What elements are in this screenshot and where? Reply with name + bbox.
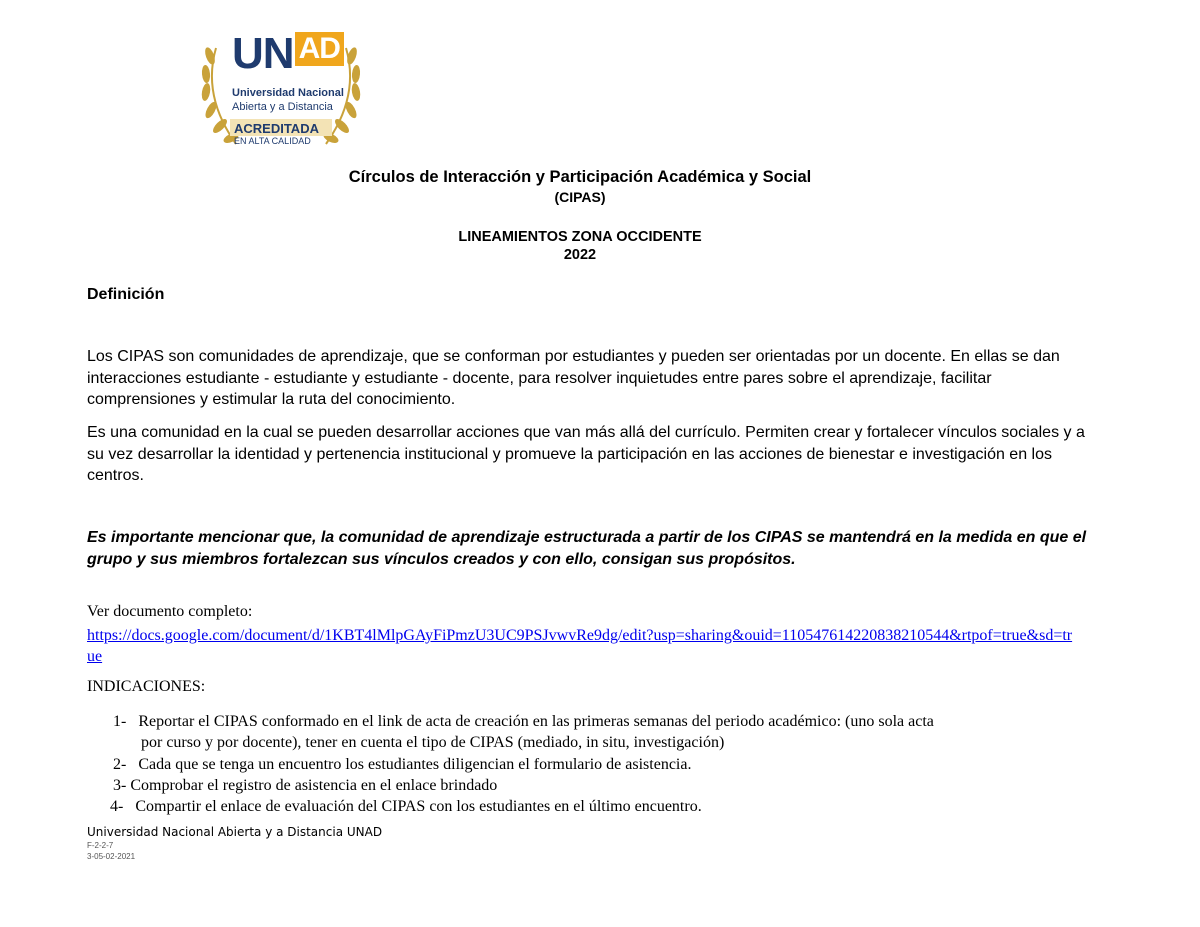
list-item-number: 3- bbox=[113, 777, 127, 794]
list-item bbox=[113, 775, 497, 796]
guidelines-year: 2022 bbox=[563, 247, 597, 263]
list-item bbox=[113, 711, 934, 732]
logo-brand: UN AD bbox=[232, 32, 344, 76]
unad-logo bbox=[196, 26, 366, 150]
footer-version: 3-05-02-2021 bbox=[87, 852, 136, 861]
list-item-number: 4- bbox=[110, 798, 124, 815]
footer-institution: Universidad Nacional Abierta y a Distancia UNAD bbox=[87, 825, 383, 839]
logo-line-4: EN ALTA CALIDAD bbox=[234, 136, 311, 146]
list-item-text: Reportar el CIPAS conformado en el link de acta de creación en las primeras semanas del periodo académico: (uno sola acta bbox=[138, 713, 934, 730]
logo-line-1: Universidad Nacional bbox=[232, 87, 344, 99]
list-item-text: Cada que se tenga un encuentro los estudiantes diligencian el formulario de asistencia. bbox=[138, 756, 692, 773]
guidelines-title: LINEAMIENTOS ZONA OCCIDENTE bbox=[458, 229, 702, 245]
indicaciones-heading: INDICACIONES: bbox=[87, 678, 206, 695]
document-link[interactable]: https://docs.google.com/document/d/1KBT4lMlpGAyFiPmzU3UC9PSJvwvRe9dg/edit?usp=sharing&ouid=110547614220838210544&rtpof=true&sd=true bbox=[87, 627, 1073, 665]
paragraph-definition-1: Los CIPAS son comunidades de aprendizaje, que se conforman por estudiantes y pueden ser orientadas por un docente. En ellas se dan interacciones estudiante - estudiante y estudiante - docente, para resolver inquietudes entre pares sobre el aprendizaje, facilitar comprensiones y estimular la ruta del conocimiento. bbox=[87, 348, 1060, 408]
list-item bbox=[110, 796, 702, 817]
document-subtitle: (CIPAS) bbox=[554, 189, 606, 205]
document-title: Círculos de Interacción y Participación Académica y Social bbox=[348, 168, 812, 186]
section-heading-definicion: Definición bbox=[87, 286, 165, 303]
document-link-label: Ver documento completo: bbox=[87, 603, 253, 620]
list-item-continuation: por curso y por docente), tener en cuenta el tipo de CIPAS (mediado, in situ, investigación) bbox=[141, 734, 725, 751]
list-item-text: Comprobar el registro de asistencia en el enlace brindado bbox=[130, 777, 498, 794]
logo-line-3: ACREDITADA bbox=[234, 121, 319, 136]
list-item-number: 2- bbox=[113, 756, 127, 773]
logo-line-2: Abierta y a Distancia bbox=[232, 101, 333, 113]
list-item bbox=[113, 754, 691, 775]
paragraph-emphasis: Es importante mencionar que, la comunidad de aprendizaje estructurada a partir de los CIPAS se mantendrá en la medida en que el grupo y sus miembros fortalezcan sus vínculos creados y con ello, consigan sus propósitos. bbox=[87, 529, 1087, 568]
footer-code: F-2-2-7 bbox=[87, 841, 114, 850]
paragraph-definition-2: Es una comunidad en la cual se pueden desarrollar acciones que van más allá del currículo. Permiten crear y fortalecer vínculos sociales y a su vez desarrollar la identidad y pertenencia institucional y promueve la participación en las acciones de bienestar e investigación en los centros. bbox=[87, 424, 1085, 484]
list-item-text: Compartir el enlace de evaluación del CIPAS con los estudiantes en el último encuentro. bbox=[135, 798, 702, 815]
list-item-number: 1- bbox=[113, 713, 127, 730]
